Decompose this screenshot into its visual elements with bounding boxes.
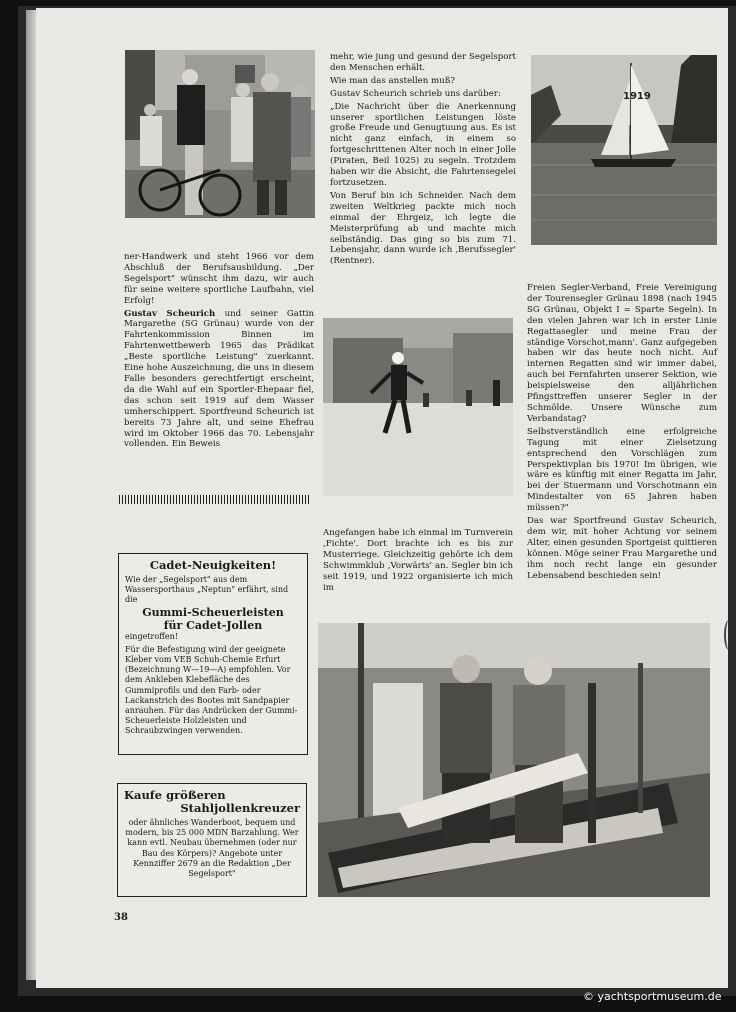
ad-buy-boat [117,783,307,897]
ad-buy-title-line1: Kaufe größeren [124,788,226,802]
ad-cadet-arrived: eingetroffen! [125,631,178,641]
col2-paragraph-1: mehr, wie jung und gesund der Segelsport den Menschen erhält. [330,52,516,73]
article-column-2-bottom [323,528,513,595]
col3-paragraph-3: Das war Sportfreund Gustav Scheurich, dem wir, mit hoher Achtung vor seinem Alter, einen gesunden Sportgeist quittieren können. Möge seiner Frau Margarethe und ihm noch recht lange ein gesunder Lebensabend beschieden sein! [527,516,717,581]
col1-paragraph-2 [124,309,314,451]
ad-cadet-product-line1: Gummi-Scheuerleisten [142,605,284,619]
ad-buy-body: oder ähnliches Wanderboot, bequem und modern, bis 25 000 MDN Barzahlung. Wer kann evtl. Neubau übernehmen (oder nur Bau des Körpers)? Angebote unter Kennziffer 2679 an die Redaktion „Der Segelsport" [125,818,299,879]
article-column-1 [124,252,314,452]
page-number: 38 [114,912,128,923]
ad-cadet-product-line2: für Cadet-Jollen [163,618,263,632]
article-column-2-top [330,52,516,269]
ad-cadet-body: Für die Befestigung wird der geeignete Kleber vom VEB Schuh-Chemie Erfurt (Bezeichnung W—19—A) empfohlen. Vor dem Ankleben Klebefläche des Gummiprofils und den Farb- oder Lackanstrich des Bootes mit Sandpapier anrauhen. Für das Andrücken der Gummi-Scheuerleiste Holzleisten und Schraubzwingen verwenden. [125,644,298,736]
photo-couple-in-boat [318,623,710,897]
photo-sailboat [531,55,717,245]
col2-paragraph-3: Gustav Scheurich schrieb uns darüber: [330,88,501,99]
ad-buy-title-line2: Stahljollenkreuzer [180,801,300,815]
sail-number-text: 1919 [623,91,651,102]
ad-cadet-news [118,553,308,755]
col1-paragraph-2-text: und seiner Gattin Margarethe (SG Grünau) wurde von der Fahrtenkommission Binnen im Fahrtenwettbewerb 1965 das Prädikat „Beste sportliche Leistung" zuerkannt. Eine hohe Auszeichnung, die uns in diesem Falle besonders gerechtfertigt erscheint, da die Wahl auf ein Sportler-Ehepaar fiel, das schon seit 1919 auf dem Wasser umherschippert. Sportfreund Scheurich ist bereits 73 Jahre alt, und seine Ehefrau wird im Oktober 1966 das 70. Lebensjahr vollenden. Ein Beweis [124,308,315,450]
col1-paragraph-1: ner-Handwerk und steht 1966 vor dem Abschluß der Berufsausbildung. „Der Segelsport" wünscht ihm dazu, wir auch für seine weitere sportliche Laufbahn, viel Erfolg! [124,252,314,306]
col2-paragraph-4: „Die Nachricht über die Anerkennung unserer sportlichen Leistungen löste große Freude und Genugtuung aus. Es ist nicht ganz einfach, in einem so fortgeschrittenen Alter noch in einer Jolle (Piraten, Beil 1025) zu segeln. Trotzdem haben wir die Absicht, die Fahrtensegelei fortzusetzen. [330,101,516,188]
col3-paragraph-2: Selbstverständlich eine erfolgreiche Tagung mit einer Zielsetzung entsprechend den Vorschlägen zum Perspektivplan bis 1970! Im übrigen, wie wäre es künftig mit einer Regatta im Jahr, bei der Stuermann und Vorschotmann ein Mindestalter von 65 Jahren haben müssen?" [527,426,717,514]
col3-paragraph-1: Freien Segler-Verband, Freie Vereinigung der Tourensegler Grünau 1898 (nach 1945 SG Grünau, Objekt I = Sparte Segeln). In den vielen Jahren war ich in erster Linie Regattasegler und meine Frau der ständige Vorschot‚mann'. Ganz aufgegeben haben wir das heute noch nicht. Auf internen Regatten sind wir immer dabei, auch bei Fernfahrten unserer Sektion, wie beispielsweise den alljährlichen Pfingsttreffen unserer Segler in der Schmölde. Unsere Wünsche zum Verbandstag? [527,283,717,424]
ad-cadet-intro: Wie der „Segelsport" aus dem Wassersporthaus „Neptun" erfährt, sind die [125,575,289,605]
watermark-credit: © yachtsportmuseum.de [583,990,722,1003]
col2-paragraph-6: Angefangen habe ich einmal im Turnverein ‚Fichte'. Dort brachte ich es bis zur Musterriege. Gleichzeitig gehörte ich dem Schwimmklub ‚Vorwärts' an. Segler bin ich seit 1919, und 1922 organisierte ich mich im [323,528,513,593]
photo-group-with-bicycle [125,50,315,218]
ad-cadet-title: Cadet-Neuigkeiten! [149,558,277,572]
decorative-separator [119,495,311,504]
col2-paragraph-2: Wie man das anstellen muß? [330,75,456,86]
article-column-3 [527,283,717,583]
col1-name-lead: Gustav Scheurich [124,308,216,319]
photo-winter-training [323,318,513,496]
page-edge-mark [724,620,734,650]
col2-paragraph-5: Von Beruf bin ich Schneider. Nach dem zweiten Weltkrieg packte mich noch einmal der Ehrgeiz, ich legte die Meisterprüfung ab und machte mich selbständig. Das ging so bis zum 71. Lebensjahr, dann wurde ich ‚Berufssegler' (Rentner). [330,190,516,267]
